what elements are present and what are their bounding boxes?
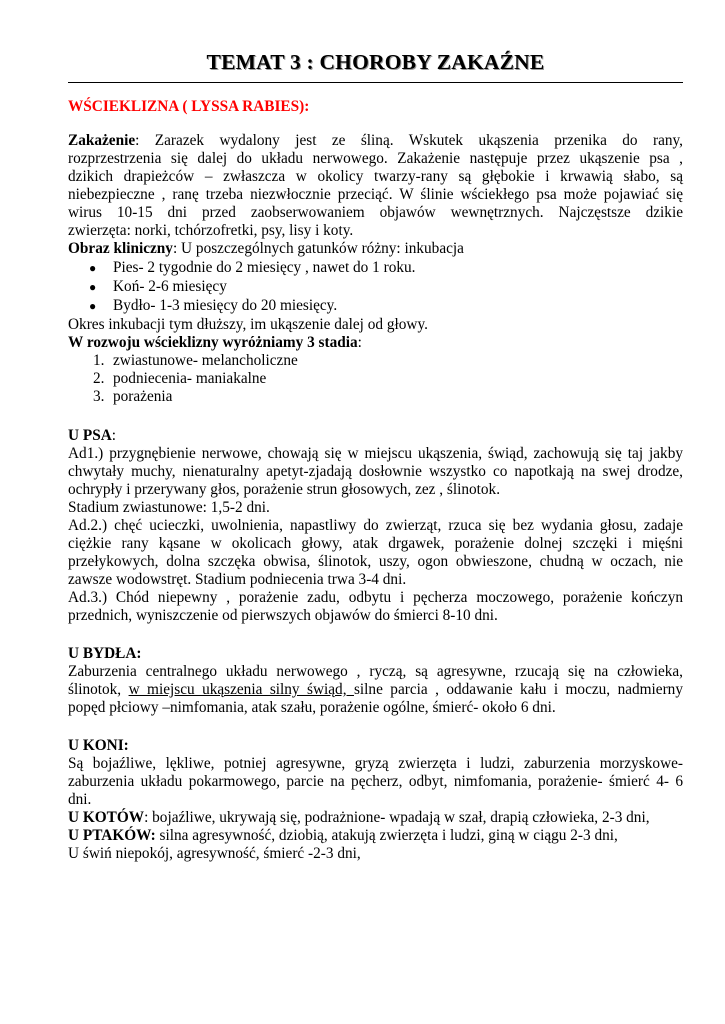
zakazenie-text: : Zarazek wydalony jest ze śliną. Wskutek ukąszenia przenika do rany, xyxy=(135,132,683,149)
paragraph-line: popęd płciowy –nimfomania, atak szału, porażenie ogólne, śmierć- około 6 dni. xyxy=(68,699,556,716)
list-number: 1. xyxy=(93,352,105,369)
paragraph-line: przednich, wyniszczenie od pierwszych objawów do śmierci 8-10 dni. xyxy=(68,607,498,624)
stadia-colon: : xyxy=(357,334,362,351)
list-item: Pies- 2 tygodnie do 2 miesięcy , nawet do 1 roku. xyxy=(113,259,416,276)
ptakow-label: U PTAKÓW: xyxy=(68,827,156,844)
stadia-heading-line xyxy=(68,334,683,352)
underlined-phrase: w miejscu ukąszenia silny świąd, xyxy=(128,681,354,698)
obraz-text: : U poszczególnych gatunków różny: inkubacja xyxy=(172,240,464,257)
paragraph-line: Ad1.) przygnębienie nerwowe, chowają się w miejscu ukąszenia, świąd, zachowują się taj jakby xyxy=(68,445,683,462)
paragraph-line: niebezpieczne , ranę trzeba niezwłocznie przeciąć. W ślinie wściekłego psa może pojawiać się xyxy=(68,186,683,203)
paragraph-line xyxy=(68,132,683,150)
kotow-label: U KOTÓW xyxy=(68,809,145,826)
bydla-text: silne parcia , oddawanie kału i moczu, nadmierny xyxy=(353,681,683,698)
list-item: Bydło- 1-3 miesięcy do 20 miesięcy. xyxy=(113,297,338,314)
section-heading: WŚCIEKLIZNA ( LYSSA RABIES): xyxy=(68,98,310,115)
stadia-heading: W rozwoju wścieklizny wyróżniamy 3 stadia xyxy=(68,334,358,351)
bullet-icon: ● xyxy=(89,261,97,275)
paragraph-line: zawsze wodowstręt. Stadium podniecenia trwa 3-4 dni. xyxy=(68,571,407,588)
paragraph-line: Ad.3.) Chód niepewny , porażenie zadu, odbytu i pęcherza moczowego, porażenie kończyn xyxy=(68,589,683,606)
paragraph-line: Ad.2.) chęć ucieczki, uwolnienia, napastliwy do zwierząt, rzuca się bez wydania głosu, zadaje xyxy=(68,517,683,534)
list-number: 2. xyxy=(93,370,105,387)
paragraph-line: Zaburzenia centralnego układu nerwowego , ryczą, są agresywne, rzucają się na człowieka, xyxy=(68,663,683,680)
ptakow-text: silna agresywność, dziobią, atakują zwierzęta i ludzi, giną w ciągu 2-3 dni, xyxy=(155,827,618,844)
paragraph-line: przełykowych, dolna szczęka obwisa, ślinotok, uszy, ogon obwieszone, chudną w oczach, nie xyxy=(68,553,683,570)
swin-line: U świń niepokój, agresywność, śmierć -2-3 dni, xyxy=(68,845,361,862)
list-item: podniecenia- maniakalne xyxy=(113,370,267,387)
paragraph-line: Są bojaźliwe, lękliwe, potniej agresywne, gryzą zwierzęta i ludzi, zaburzenia morzyskowe- xyxy=(68,755,683,772)
paragraph-line xyxy=(68,681,683,699)
page-title: TEMAT 3 : CHOROBY ZAKAŹNE xyxy=(206,50,545,74)
list-number: 3. xyxy=(93,388,105,405)
list-item: zwiastunowe- melancholiczne xyxy=(113,352,298,369)
paragraph-line: chwytały muchy, nienaturalny apetyt-zjadają dosłownie wszystko co napotkają na swej drodze, xyxy=(68,463,683,480)
paragraph-line: Stadium zwiastunowe: 1,5-2 dni. xyxy=(68,499,270,516)
psa-heading-line xyxy=(68,427,683,445)
koni-heading: U KONI: xyxy=(68,737,129,754)
okres-inkubacji: Okres inkubacji tym dłuższy, im ukąszenie dalej od głowy. xyxy=(68,316,428,333)
paragraph-line: dni. xyxy=(68,791,92,808)
ptakow-line xyxy=(68,827,683,845)
bullet-icon: ● xyxy=(89,280,97,294)
paragraph-line: rozprzestrzenia się dalej do układu nerwowego. Zakażenie następuje przez ukąszenie psa , xyxy=(68,150,683,167)
kotow-line xyxy=(68,809,683,827)
list-item: porażenia xyxy=(113,388,173,405)
bydla-heading: U BYDŁA: xyxy=(68,645,142,662)
psa-heading: U PSA xyxy=(68,427,112,444)
paragraph-line: wirus 10-15 dni przed zaobserwowaniem objawów wewnętrznych. Najczęstsze dzikie xyxy=(68,204,683,221)
zakazenie-label: Zakażenie xyxy=(68,132,136,149)
list-item: Koń- 2-6 miesięcy xyxy=(113,278,227,295)
bullet-icon: ● xyxy=(89,299,97,313)
paragraph-line: dzikich drapieżców – zwłaszcza w okolicy twarzy-rany są głębokie i krwawią słabo, są xyxy=(68,168,683,185)
paragraph-line: zwierzęta: norki, tchórzofretki, psy, lisy i koty. xyxy=(68,222,354,239)
obraz-kliniczny-line xyxy=(68,240,683,258)
title-underline xyxy=(68,82,683,83)
kotow-text: : bojaźliwe, ukrywają się, podrażnione- wpadają w szał, drapią człowieka, 2-3 dni, xyxy=(144,809,650,826)
bydla-text: ślinotok, xyxy=(68,681,129,698)
paragraph-line: ochrypły i przerywany głos, porażenie strun głosowych, zez , ślinotok. xyxy=(68,481,501,498)
obraz-label: Obraz kliniczny xyxy=(68,240,173,257)
psa-colon: : xyxy=(111,427,117,444)
paragraph-line: zaburzenia układu pokarmowego, parcie na pęcherz, odbyt, nimfomania, porażenie- śmierć 4- 6 xyxy=(68,773,683,790)
paragraph-line: ciężkie rany kąsane w okolicach głowy, atak drgawek, porażenie dolnej szczęki i mięśni xyxy=(68,535,683,552)
